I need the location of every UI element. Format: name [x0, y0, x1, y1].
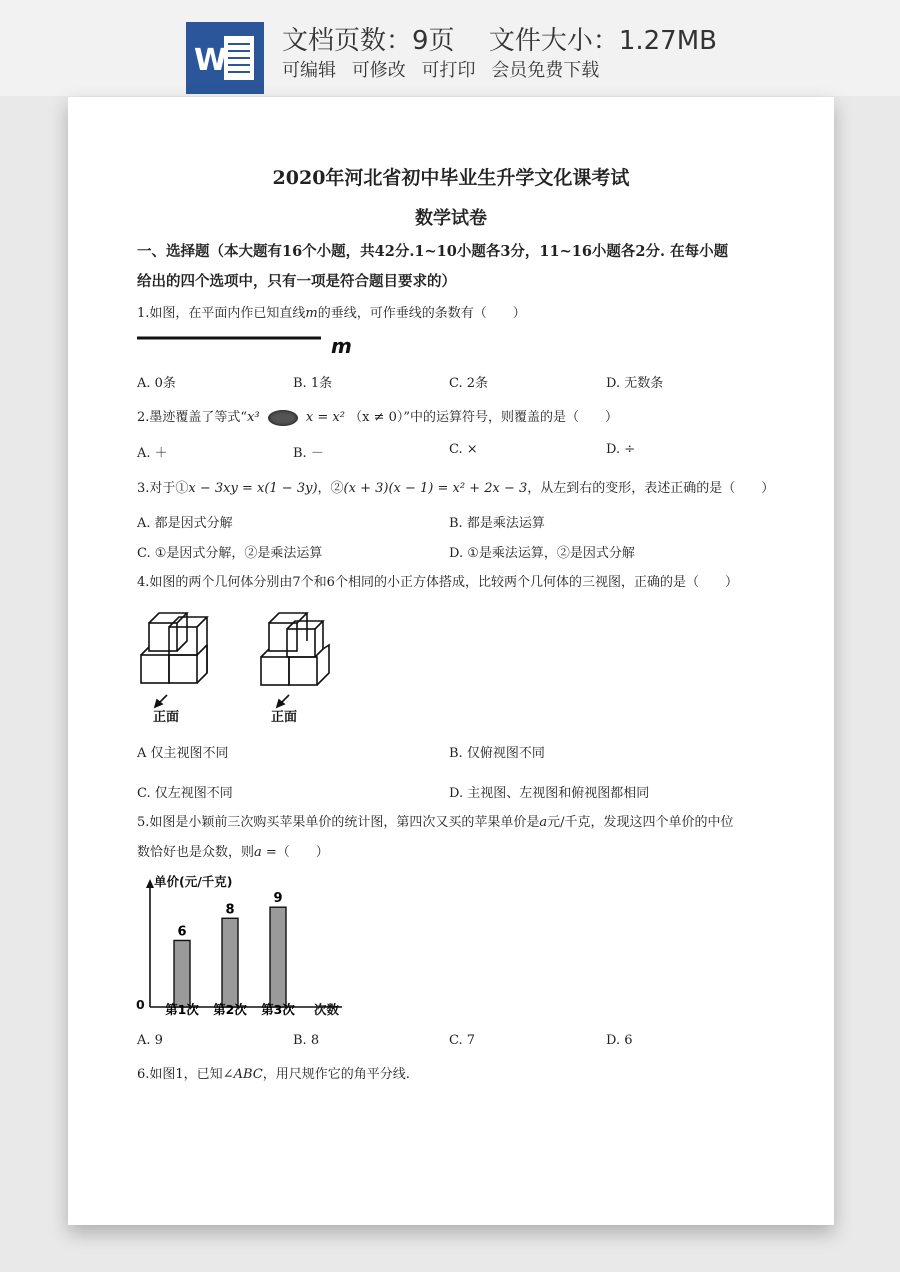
q2-option-b: B. －: [293, 446, 324, 461]
bar-value-label-1: 6: [177, 924, 187, 940]
q3-option-d: D. ①是乘法运算，②是因式分解: [449, 546, 635, 561]
word-doc-icon: [186, 22, 264, 94]
category-label-1: 第1次: [165, 1002, 199, 1017]
file-size: 文件大小：1.27MB: [488, 26, 717, 56]
q4-option-d: D. 主视图、左视图和俯视图都相同: [449, 786, 650, 801]
q4-option-a: A 仅主视图不同: [137, 746, 229, 761]
q5-option-c: C. 7: [449, 1033, 476, 1048]
q3-option-b: B. 都是乘法运算: [449, 516, 545, 531]
q5-option-d: D. 6: [606, 1033, 633, 1048]
question-6: 6.如图1，已知∠ABC，用尺规作它的角平分线.: [137, 1067, 410, 1082]
q1-option-c: C. 2条: [449, 376, 489, 391]
line-m-figure: [137, 329, 357, 359]
x-axis-label: 次数: [314, 1002, 340, 1017]
bar-1: [174, 940, 190, 1007]
category-label-2: 第2次: [213, 1002, 247, 1017]
question-3: 3.对于①x − 3xy = x(1 − 3y)，②(x + 3)(x − 1) = x² + 2x − 3，从左到右的变形，表述正确的是（ ）: [137, 481, 775, 496]
q1-option-a: A. 0条: [137, 376, 176, 391]
exam-title: 2020年河北省初中毕业生升学文化课考试: [272, 167, 630, 189]
q3-option-c: C. ①是因式分解，②是乘法运算: [137, 546, 323, 561]
question-5-line1: 5.如图是小颖前三次购买苹果单价的统计图，第四次又买的苹果单价是a元/千克，发现这四个单价的中位: [137, 815, 734, 830]
feature-list: [282, 56, 609, 82]
q2-option-a: A. ＋: [137, 446, 168, 461]
q2-option-d: D. ÷: [606, 442, 636, 457]
question-1: 1.如图，在平面内作已知直线m的垂线，可作垂线的条数有（ ）: [137, 306, 526, 321]
q5-option-a: A. 9: [137, 1033, 163, 1048]
svg-text:m: m: [331, 334, 352, 358]
feature-modifiable: 可修改: [351, 60, 406, 81]
section-heading-line1: 一、选择题（本大题有16个小题，共42分.1~10小题各3分，11~16小题各2分. 在每小题: [137, 243, 729, 260]
question-2: 2.墨迹覆盖了等式“x³ x = x² （x ≠ 0）”中的运算符号，则覆盖的是（ ）: [137, 410, 618, 425]
exam-subtitle: 数学试卷: [415, 208, 487, 229]
q4-option-c: C. 仅左视图不同: [137, 786, 233, 801]
cube-solids-figure: [137, 599, 357, 729]
download-banner: [0, 0, 900, 96]
svg-text:正面: 正面: [153, 710, 180, 725]
q1-option-b: B. 1条: [293, 376, 333, 391]
doc-meta: [282, 20, 717, 57]
feature-free-download[interactable]: 会员免费下载: [491, 60, 600, 81]
price-bar-chart: [134, 869, 354, 1021]
origin-label: 0: [136, 997, 145, 1012]
bar-3: [270, 907, 286, 1007]
bar-value-label-3: 9: [273, 891, 283, 907]
y-axis-arrow: [146, 879, 154, 888]
exam-page: [68, 97, 834, 1225]
category-label-3: 第3次: [261, 1002, 295, 1017]
question-4: 4.如图的两个几何体分别由7个和6个相同的小正方体搭成，比较两个几何体的三视图，正确的是（ ）: [137, 575, 738, 590]
section-heading-line2: 给出的四个选项中，只有一项是符合题目要求的）: [137, 273, 456, 290]
q1-option-d: D. 无数条: [606, 376, 664, 391]
q4-option-b: B. 仅俯视图不同: [449, 746, 545, 761]
svg-text:正面: 正面: [271, 710, 298, 725]
bar-2: [222, 918, 238, 1007]
q5-option-b: B. 8: [293, 1033, 320, 1048]
q2-option-c: C. ×: [449, 442, 478, 457]
ink-blot: [268, 410, 298, 426]
svg-text:W: W: [194, 43, 228, 78]
feature-printable: 可打印: [421, 60, 476, 81]
question-5-line2: 数恰好也是众数，则a =（ ）: [137, 845, 329, 860]
y-axis-label: 单价(元/千克): [154, 874, 233, 889]
q3-option-a: A. 都是因式分解: [137, 516, 233, 531]
page-count: 文档页数：9页: [282, 26, 455, 56]
bar-value-label-2: 8: [225, 902, 235, 918]
feature-editable: 可编辑: [282, 60, 336, 81]
